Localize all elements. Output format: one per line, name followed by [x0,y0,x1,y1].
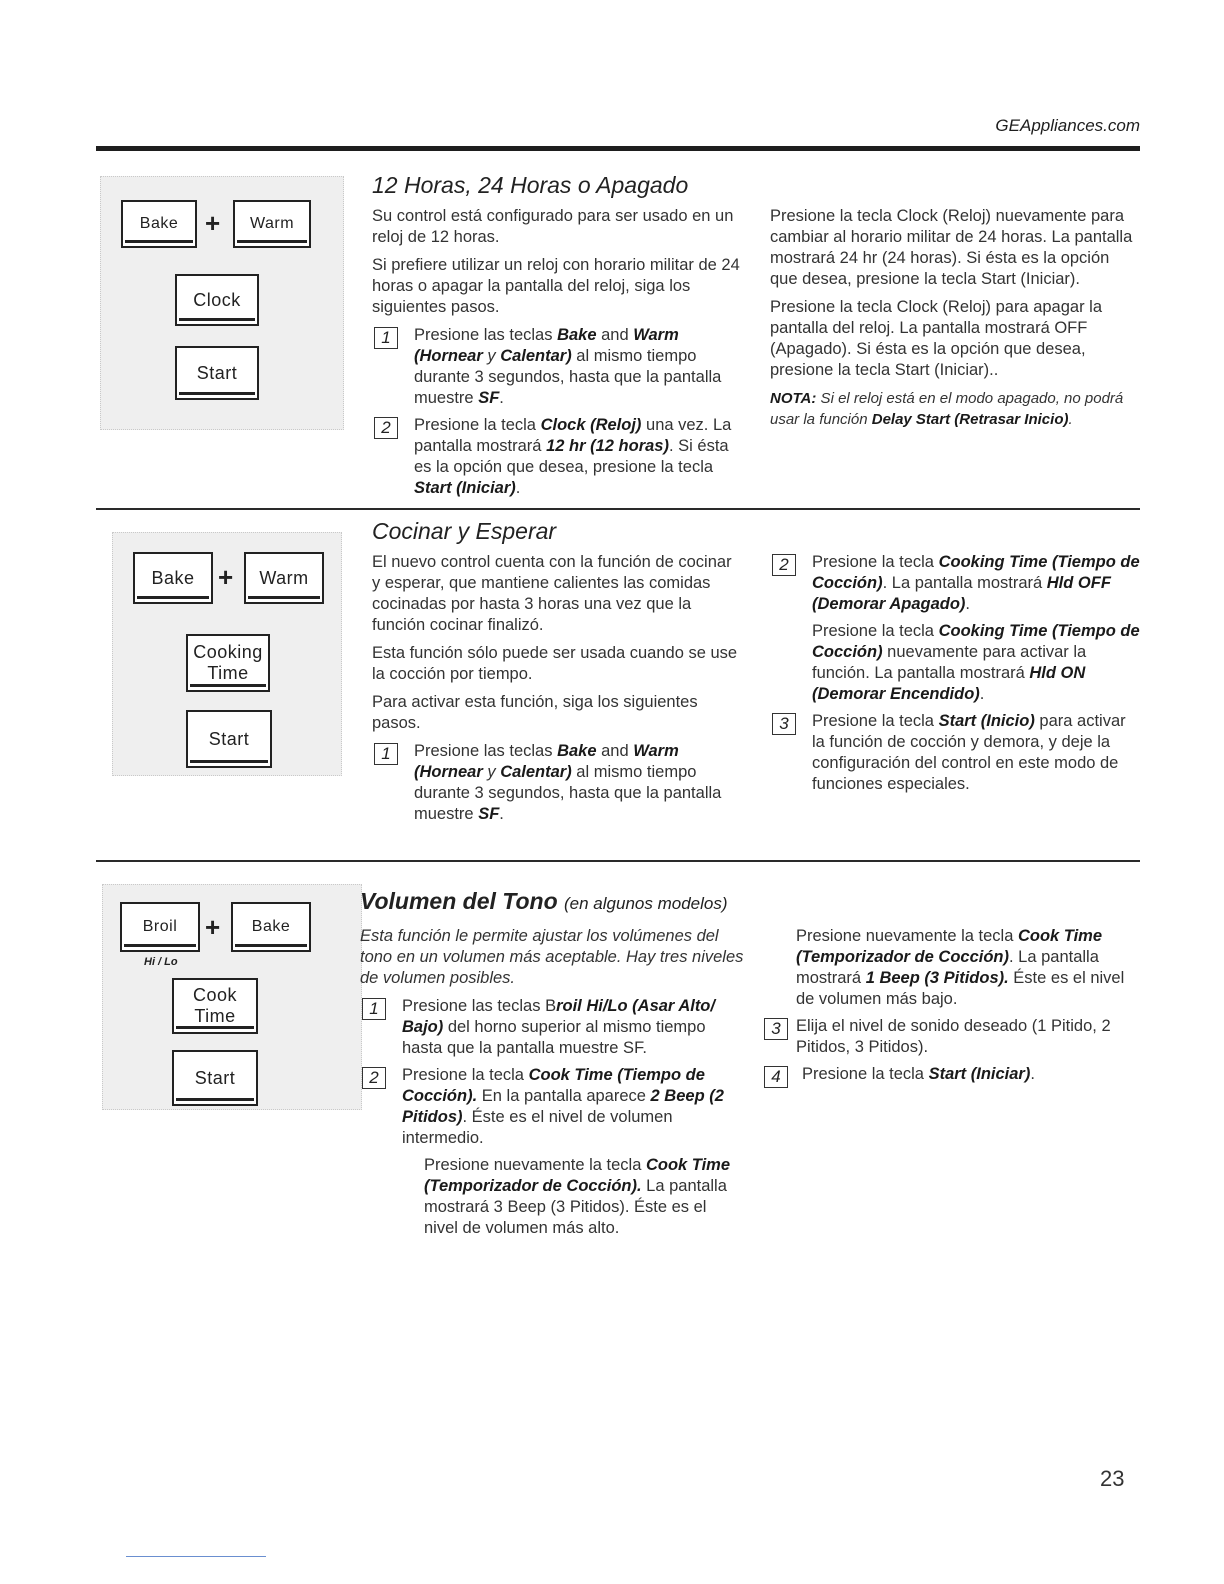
step-2: 2 Presione la tecla Clock (Reloj) una vez. La pantalla mostrará 12 hr (12 horas). Si ésta es la opción que desea, presione la tecla Start (Iniciar). [372,415,744,499]
page-number: 23 [1100,1466,1125,1491]
step-2: 2 Presione la tecla Cook Time (Tiempo de Cocción). En la pantalla aparece 2 Beep (2 Pitidos). Éste es el nivel de volumen intermedio. [360,1065,744,1149]
step-1: 1 Presione las teclas Bake and Warm (Hornear y Calentar) al mismo tiempo durante 3 segundos, hasta que la pantalla muestre SF. [372,741,742,825]
cooking-time-key: Cooking Time [186,634,270,692]
step-number: 2 [374,417,398,439]
section-left-column: Su control está configurado para ser usado en un reloj de 12 horas. Si prefiere utilizar un reloj con horario militar de 24 horas o apagar la pantalla del reloj, siga los siguientes pasos. 1 Presione las teclas Bake and Warm (Hornear y Calentar) al mismo tiempo durante 3 segundos, hasta que la pantalla muestre SF. 2 Presione la tecla Clock (Reloj) una vez. La pantalla mostrará 12 hr (12 horas). Si ésta es la opción que desea, presione la tecla Start (Iniciar). [372,206,744,505]
section-right-column [770,552,1142,801]
step-3: 3 Presione la tecla Start (Inicio) para activar la función de cocción y demora, y deje la configuración del control en este modo de funciones especiales. [770,711,1142,795]
section-title: Cocinar y Esperar [372,518,557,544]
step-number: 4 [764,1066,788,1088]
start-key: Start [175,346,259,400]
broil-hilo-key: Broil [120,902,200,952]
step-2: 2 Presione la tecla Cooking Time (Tiempo de Cocción). La pantalla mostrará Hld OFF (Demorar Apagado). [770,552,1142,615]
cook-time-key: Cook Time [172,978,258,1034]
step-number: 1 [374,743,398,765]
note: NOTA: Si el reloj está en el modo apagado, no podrá usar la función Delay Start (Retrasar Inicio). [770,390,1124,428]
bake-key: Bake [231,902,311,952]
section-right-column [762,926,1142,1091]
step-1: 1 Presione las teclas Broil Hi/Lo (Asar Alto/ Bajo) del horno superior al mismo tiempo hasta que la pantalla muestre SF. [360,996,744,1059]
bake-key: Bake [133,552,213,604]
footer-line [126,1556,266,1557]
step-2-volume-low: Presione nuevamente la tecla Cook Time (Temporizador de Cocción). La pantalla mostrará 1 Beep (3 Pitidos). Éste es el nivel de volumen más bajo. [796,927,1125,1008]
section-divider [96,860,1140,862]
step-number: 3 [772,713,796,735]
step-number: 2 [772,554,796,576]
step-3: 3 Elija el nivel de sonido deseado (1 Pitido, 2 Pitidos, 3 Pitidos). [762,1016,1142,1058]
section-divider [96,508,1140,510]
step-number: 1 [362,998,386,1020]
plus-icon: + [218,562,234,592]
start-key: Start [172,1050,258,1106]
clock-key: Clock [175,274,259,326]
bake-key: Bake [121,200,197,248]
step-1: 1 Presione las teclas Bake and Warm (Hornear y Calentar) al mismo tiempo durante 3 segundos, hasta que la pantalla muestre SF. [372,325,744,409]
section-title: Volumen del Tono (en algunos modelos) [360,888,728,914]
plus-icon: + [205,912,221,942]
step-number: 2 [362,1067,386,1089]
plus-icon: + [205,208,221,238]
step-number: 3 [764,1018,788,1040]
section-right-column: Presione la tecla Clock (Reloj) nuevamente para cambiar al horario militar de 24 horas. La pantalla mostrará 24 hr (24 horas). Si ésta es la opción que desea, presione la tecla Start (Iniciar). Presione la tecla Clock (Reloj) para apagar la pantalla del reloj. La pantalla mostrará OFF (Apagado). Si ésta es la opción que desea, presione la tecla Start (Iniciar).. NOTA: Si el reloj está en el modo apagado, no podrá usar la función Delay Start (Retrasar Inicio). [770,206,1140,437]
section-left-column: El nuevo control cuenta con la función de cocinar y esperar, que mantiene calientes las comidas cocinadas por hasta 3 horas una vez que la función cocinar finalizó. Esta función sólo puede ser usada cuando se use la cocción por tiempo. Para activar esta función, siga los siguientes pasos. 1 Presione las teclas Bake and Warm (Hornear y Calentar) al mismo tiempo durante 3 segundos, hasta que la pantalla muestre SF. [372,552,742,831]
step-2-continued: Presione nuevamente la tecla Cook Time (Temporizador de Cocción). La pantalla mostrará 3 Beep (3 Pitidos). Éste es el nivel de volumen más alto. [424,1156,731,1237]
start-key: Start [186,710,272,768]
section-left-column: Esta función le permite ajustar los volúmenes del tono en un volumen más aceptable. Hay tres niveles de volumen posibles. 1 Presione las teclas Broil Hi/Lo (Asar Alto/ Bajo) del horno superior al mismo tiempo hasta que la pantalla muestre SF. 2 Presione la tecla Cook Time (Tiempo de Cocción). En la pantalla aparece 2 Beep (2 Pitidos). Éste es el nivel de volumen intermedio. Presione nuevamente la tecla Cook Time (Temporizador de Cocción). La pantalla mostrará 3 Beep (3 Pitidos). Éste es el nivel de volumen más alto. [360,927,744,1237]
warm-key: Warm [244,552,324,604]
step-number: 1 [374,327,398,349]
section-title: 12 Horas, 24 Horas o Apagado [372,172,689,198]
header-rule [96,146,1140,151]
site-url: GEAppliances.com [995,116,1140,135]
hilo-label: Hi / Lo [144,956,178,968]
step-2-continued: Presione la tecla Cooking Time (Tiempo de Cocción) nuevamente para activar la función. La pantalla mostrará Hld ON (Demorar Encendido). [812,622,1140,703]
warm-key: Warm [233,200,311,248]
step-4: 4 Presione la tecla Start (Iniciar). [762,1064,1142,1085]
